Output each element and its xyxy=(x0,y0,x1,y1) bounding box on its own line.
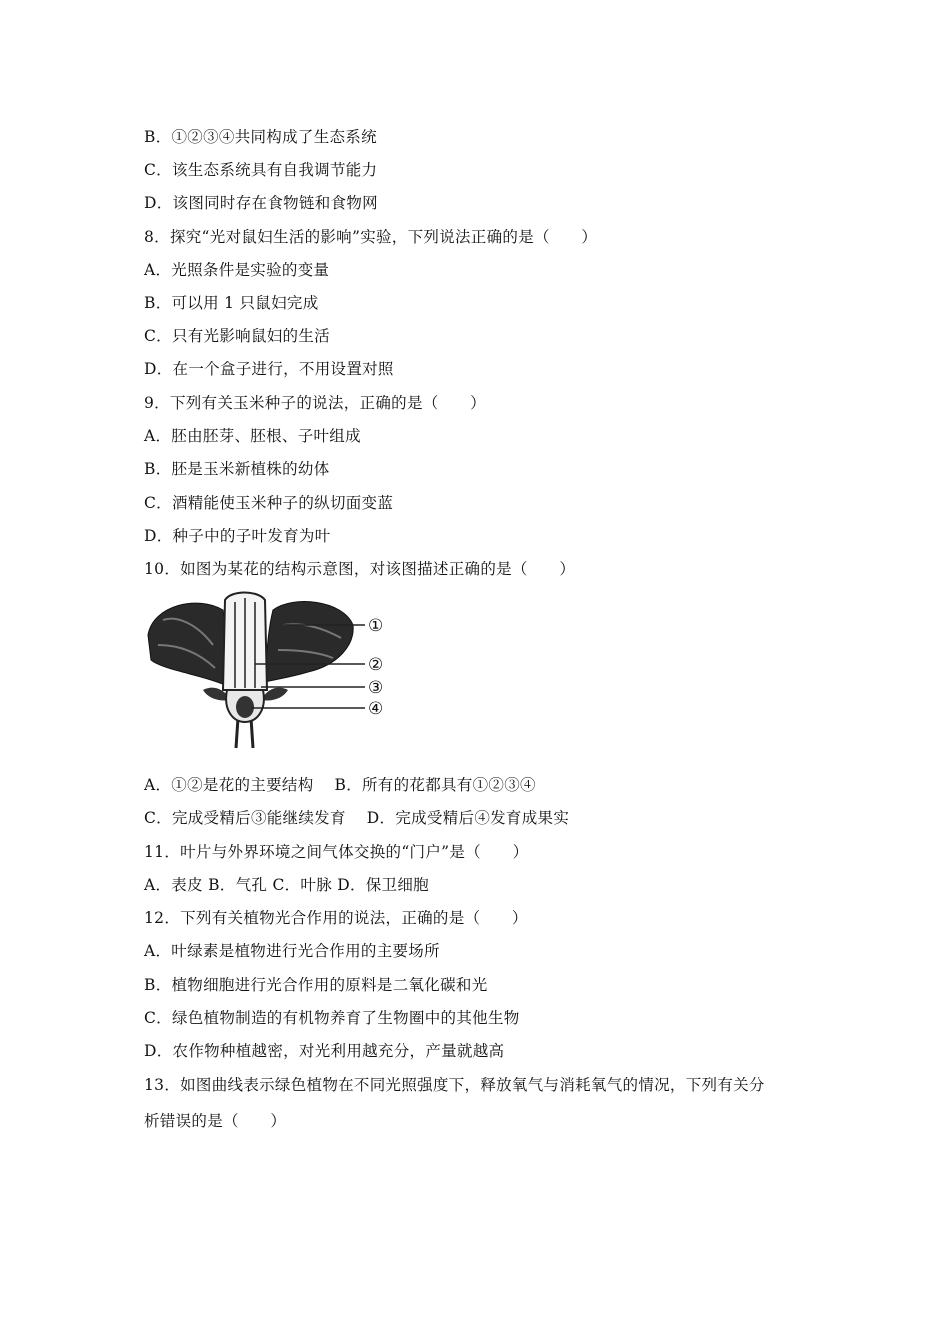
q12-option-c: C．绿色植物制造的有机物养育了生物圈中的其他生物 xyxy=(144,1009,520,1027)
q9-option-b: B．胚是玉米新植株的幼体 xyxy=(144,460,330,478)
q8-option-d: D．在一个盒子进行，不用设置对照 xyxy=(144,360,394,378)
q9-option-c: C．酒精能使玉米种子的纵切面变蓝 xyxy=(144,494,394,512)
diagram-label-1: ① xyxy=(368,616,384,636)
question-10: 10．如图为某花的结构示意图，对该图描述正确的是（ ） xyxy=(144,560,576,578)
q8-option-a: A．光照条件是实验的变量 xyxy=(144,261,330,279)
diagram-label-4: ④ xyxy=(368,699,384,719)
question-8: 8．探究“光对鼠妇生活的影响”实验，下列说法正确的是（ ） xyxy=(144,228,598,246)
question-9: 9．下列有关玉米种子的说法，正确的是（ ） xyxy=(144,394,486,412)
q8-option-c: C．只有光影响鼠妇的生活 xyxy=(144,327,330,345)
q8-option-b: B．可以用 1 只鼠妇完成 xyxy=(144,294,319,312)
q10-options-cd: C．完成受精后③能继续发育 D．完成受精后④发育成果实 xyxy=(144,809,570,827)
diagram-label-2: ② xyxy=(368,655,384,675)
option-c-self-regulation: C．该生态系统具有自我调节能力 xyxy=(144,161,378,179)
q12-option-a: A．叶绿素是植物进行光合作用的主要场所 xyxy=(144,942,440,960)
q9-option-d: D．种子中的子叶发育为叶 xyxy=(144,527,331,545)
q11-options: A．表皮 B．气孔 C．叶脉 D．保卫细胞 xyxy=(144,876,429,894)
q9-option-a: A．胚由胚芽、胚根、子叶组成 xyxy=(144,427,361,445)
diagram-label-3: ③ xyxy=(368,678,384,698)
option-b-ecosystem: B．①②③④共同构成了生态系统 xyxy=(144,128,377,146)
q12-option-d: D．农作物种植越密，对光利用越充分，产量就越高 xyxy=(144,1042,505,1060)
flower-structure-diagram xyxy=(143,590,393,750)
q12-option-b: B．植物细胞进行光合作用的原料是二氧化碳和光 xyxy=(144,976,488,994)
question-13-cont: 析错误的是（ ） xyxy=(144,1112,287,1130)
question-11: 11．叶片与外界环境之间气体交换的“门户”是（ ） xyxy=(144,843,529,861)
q10-options-ab: A．①②是花的主要结构 B．所有的花都具有①②③④ xyxy=(144,776,536,794)
option-d-food-chain: D．该图同时存在食物链和食物网 xyxy=(144,194,378,212)
question-12: 12．下列有关植物光合作用的说法，正确的是（ ） xyxy=(144,909,528,927)
question-13: 13．如图曲线表示绿色植物在不同光照强度下，释放氧气与消耗氧气的情况，下列有关分 xyxy=(144,1076,765,1094)
